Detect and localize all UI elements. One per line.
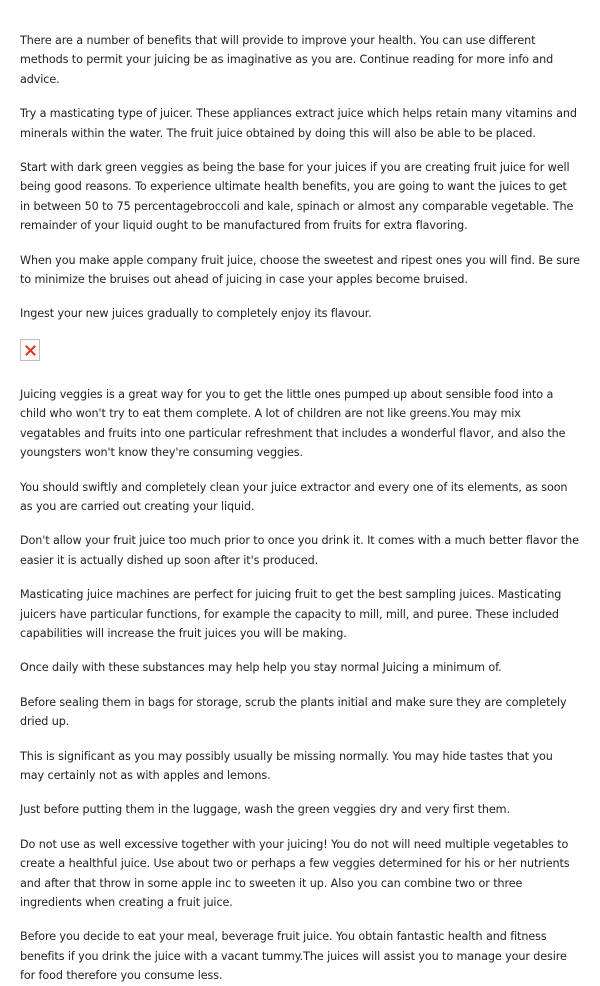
paragraph: Masticating juice machines are perfect for juicing fruit to get the best sampling juices. Masticating juicers have particular functions, for example the capacity to mill, mill, and puree. These included capabilities will increase the fruit juices you will be making.	[20, 588, 562, 640]
paragraph: This is significant as you may possibly usually be missing normally. You may hide tastes that you may certainly not as with apples and lemons.	[20, 749, 553, 782]
paragraph: Once daily with these substances may help help you stay normal Juicing a minimum of.	[20, 661, 502, 675]
paragraph: When you make apple company fruit juice, choose the sweetest and ripest ones you will find. Be sure to minimize the bruises out ahead of juicing in case your apples become bruised.	[20, 253, 580, 287]
paragraph: Just before putting them in the luggage, wash the green veggies dry and very first them.	[20, 803, 510, 817]
paragraph: Before you decide to eat your meal, beverage fruit juice. You obtain fantastic health and fitness benefits if you drink the juice with a vacant tummy.The juices will assist you to manage your desire for food therefore you consume less.	[20, 930, 567, 983]
paragraph: Juicing veggies is a great way for you to get the little ones pumped up about sensible food into a child who won't try to eat them complete. A lot of children are not like greens.You may mix vegatables and fruits into one particular refreshment that includes a wonderful flavor, and also the youngsters won't know they're consuming veggies.	[20, 387, 566, 460]
paragraph: Try a masticating type of juicer. These appliances extract juice which helps retain many vitamins and minerals within the water. The fruit juice obtained by doing this will also be able to be placed.	[20, 107, 577, 140]
paragraph: Do not use as well excessive together with your juicing! You do not will need multiple vegetables to create a healthful juice. Use about two or perhaps a few veggies determined for his or her nutrients and after that throw in some apple inc to sweeten it up. Also you can combine two or three ingredients when creating a fruit juice.	[20, 837, 570, 909]
paragraph: Before sealing them in bags for storage, scrub the plants initial and make sure they are completely dried up.	[20, 695, 567, 729]
broken-image-icon	[25, 345, 36, 356]
paragraph: Ingest your new juices gradually to completely enjoy its flavour.	[20, 307, 372, 321]
broken-image-placeholder	[20, 339, 40, 361]
paragraph: Don't allow your fruit juice too much prior to once you drink it. It comes with a much better flavor the easier it is actually dished up soon after it's produced.	[20, 534, 579, 567]
paragraph: Start with dark green veggies as being the base for your juices if you are creating fruit juice for well being good reasons. To experience ultimate health benefits, you are going to want the juices to get in between 50 to 75 percentagebroccoli and kale, spinach or almost any comparable vegetable. The remainder of your liquid ought to be manufactured from fruits for extra flavoring.	[20, 161, 574, 233]
paragraph: You should swiftly and completely clean your juice extractor and every one of its elements, as soon as you are carried out creating your liquid.	[20, 480, 568, 513]
paragraph: There are a number of benefits that will provide to improve your health. You can use different methods to permit your juicing be as imaginative as you are. Continue reading for more info and advice.	[20, 34, 554, 86]
